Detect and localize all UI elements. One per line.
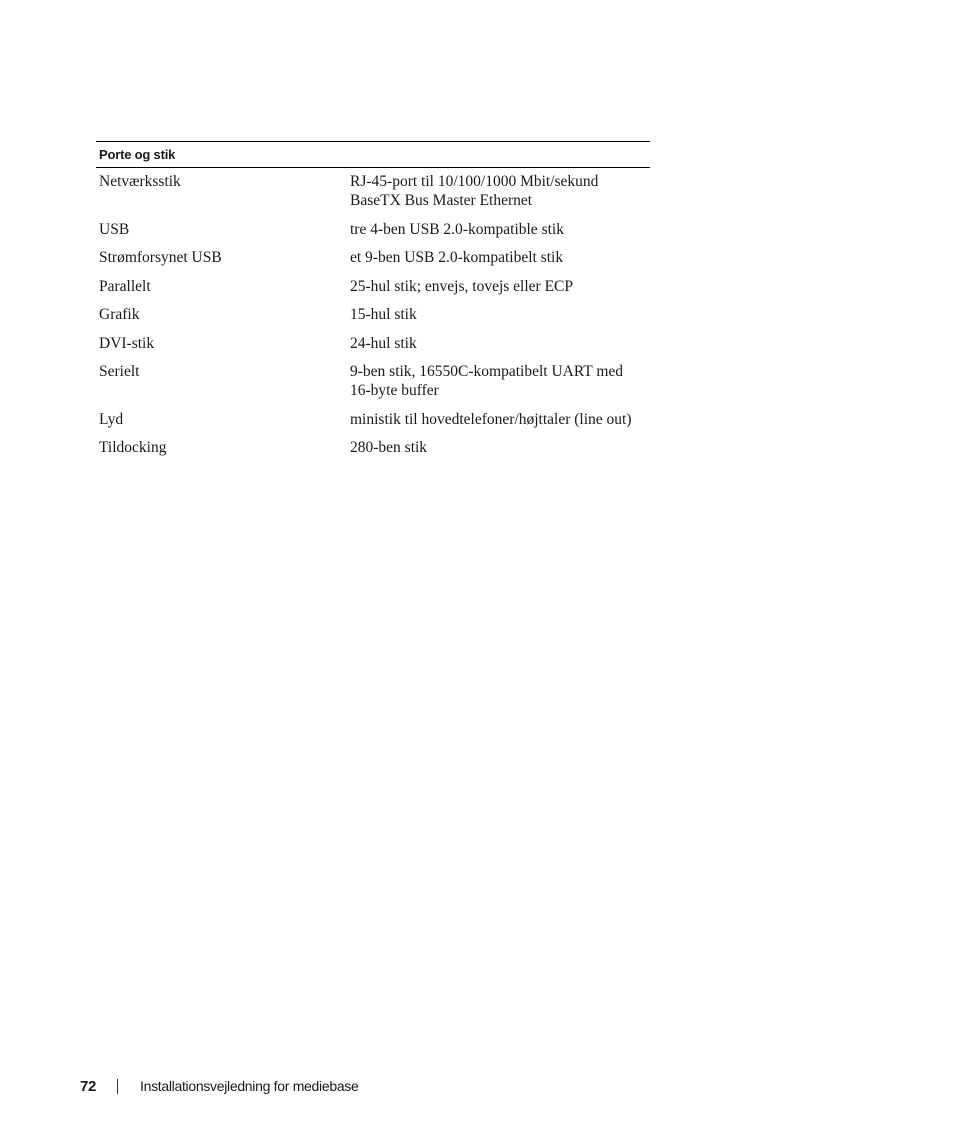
- table-row: [96, 410, 650, 429]
- footer-divider: [117, 1079, 118, 1094]
- page-footer: [80, 1076, 359, 1096]
- table-row: [96, 334, 650, 353]
- row-label: Parallelt: [99, 277, 151, 295]
- row-value: 15-hul stik: [350, 306, 417, 323]
- row-value: tre 4-ben USB 2.0-kompatible stik: [350, 220, 564, 238]
- row-value: 25-hul stik; envejs, tovejs eller ECP: [350, 277, 574, 295]
- row-value: RJ-45-port til 10/100/1000 Mbit/sekund BaseTX Bus Master Ethernet: [350, 173, 599, 209]
- row-value: 9-ben stik, 16550C-kompatibelt UART med 16-byte buffer: [350, 363, 624, 399]
- row-label: Strømforsynet USB: [99, 249, 222, 266]
- row-label: USB: [99, 220, 130, 238]
- row-label: Tildocking: [99, 439, 167, 456]
- page-number: 72: [80, 1077, 97, 1095]
- table-row: [96, 277, 650, 296]
- table-body: [96, 168, 650, 457]
- table-row: [96, 362, 650, 400]
- row-value: 24-hul stik: [350, 334, 417, 352]
- row-label: DVI-stik: [99, 334, 155, 352]
- table-row: [96, 305, 650, 324]
- row-label: Lyd: [99, 410, 124, 428]
- row-label: Serielt: [99, 363, 140, 380]
- row-value: ministik til hovedtelefoner/højttaler (line out): [350, 410, 632, 428]
- table-row: [96, 220, 650, 239]
- row-value: et 9-ben USB 2.0-kompatibelt stik: [350, 249, 564, 266]
- table-header: Porte og stik: [96, 141, 650, 168]
- ports-spec-table: [96, 141, 650, 467]
- table-row: [96, 438, 650, 457]
- row-label: Grafik: [99, 306, 140, 323]
- table-row: [96, 172, 650, 210]
- table-row: [96, 248, 650, 267]
- footer-title: Installationsvejledning for mediebase: [140, 1078, 359, 1094]
- row-label: Netværksstik: [99, 173, 181, 190]
- row-value: 280-ben stik: [350, 439, 428, 456]
